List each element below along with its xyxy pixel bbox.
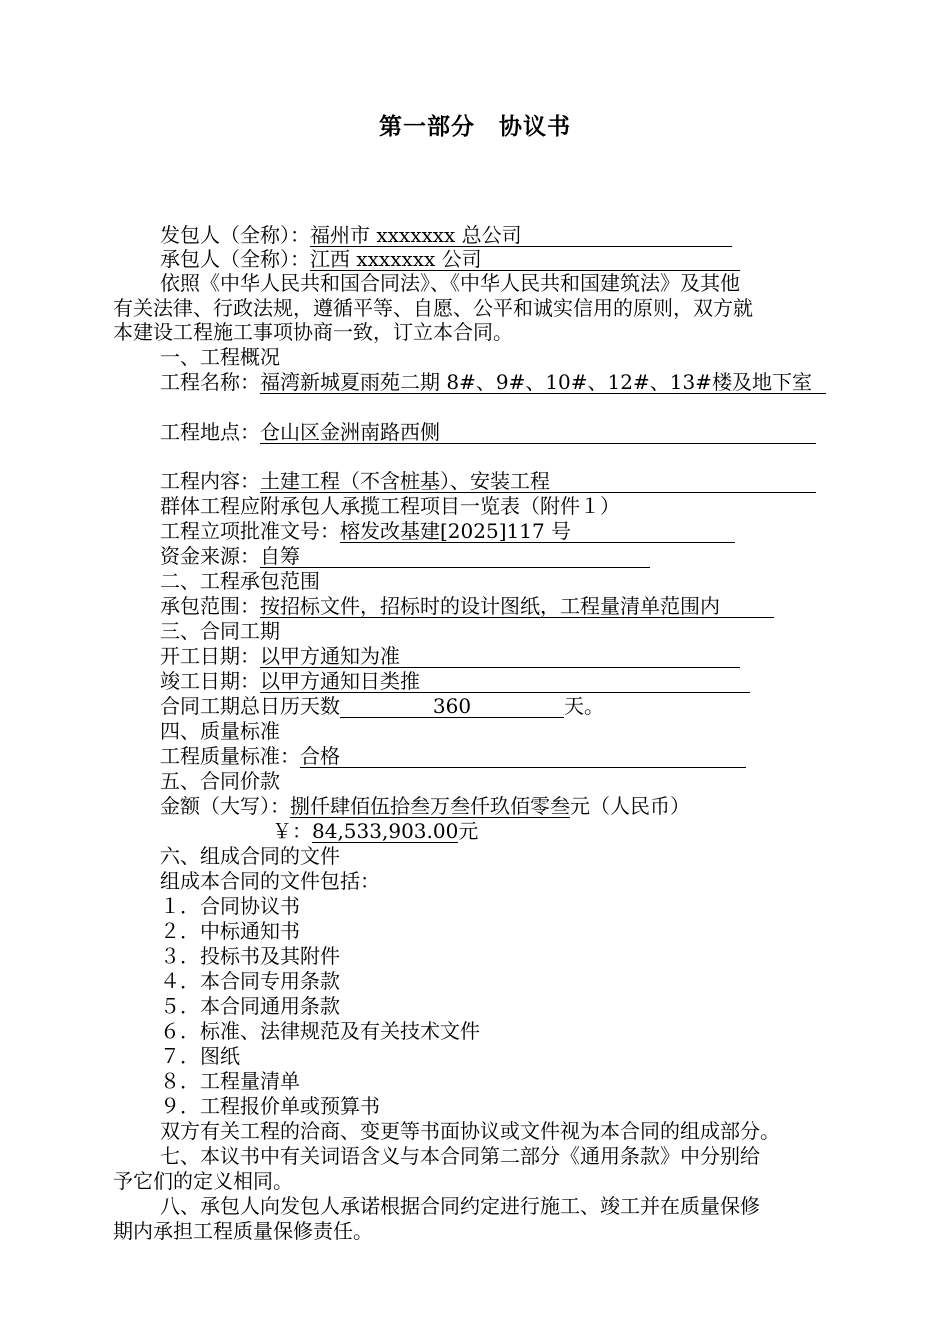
section-4-heading: 四、质量标准: [160, 719, 280, 743]
start-date-line: [160, 644, 740, 668]
preamble-line-3: 本建设工程施工事项协商一致，订立本合同。: [113, 320, 513, 344]
start-date-value: 以甲方通知为准: [260, 644, 740, 668]
document-item-8: ８．工程量清单: [160, 1069, 300, 1093]
duration-value: 360: [340, 694, 564, 718]
amount-number-line: [272, 819, 478, 843]
project-content-value: 土建工程（不含桩基）、安装工程: [260, 469, 816, 493]
document-item-3: ３．投标书及其附件: [160, 944, 340, 968]
quality-value: 合格: [300, 744, 746, 768]
yen-sign: ￥：: [272, 819, 312, 843]
scope-label: 承包范围：: [160, 594, 260, 618]
amount-words-line: [160, 794, 690, 818]
fund-label: 资金来源：: [160, 544, 260, 568]
group-project-note: 群体工程应附承包人承揽工程项目一览表（附件１）: [160, 494, 620, 518]
project-name-label: 工程名称：: [160, 370, 260, 394]
section-5-heading: 五、合同价款: [160, 769, 280, 793]
project-location-line: [160, 420, 816, 444]
duration-unit: 天。: [564, 694, 604, 718]
fund-value: 自筹: [260, 544, 650, 568]
approval-line: [160, 519, 735, 543]
section-7-line-1: 七、本议书中有关词语含义与本合同第二部分《通用条款》中分别给: [160, 1144, 760, 1168]
documents-intro: 组成本合同的文件包括：: [160, 869, 380, 893]
employer-label: 发包人（全称）：: [160, 223, 310, 247]
section-2-heading: 二、工程承包范围: [160, 569, 320, 593]
scope-value: 按招标文件，招标时的设计图纸，工程量清单范围内: [260, 594, 774, 618]
fund-line: [160, 544, 650, 568]
approval-label: 工程立项批准文号：: [160, 519, 340, 543]
project-content-label: 工程内容：: [160, 469, 260, 493]
project-name-line: [160, 370, 826, 394]
contractor-value: 江西 xxxxxxx 公司: [310, 247, 740, 271]
section-8-line-2: 期内承担工程质量保修责任。: [113, 1219, 373, 1243]
section-8-line-1: 八、承包人向发包人承诺根据合同约定进行施工、竣工并在质量保修: [160, 1194, 760, 1218]
project-name-value: 福湾新城夏雨苑二期 8#、9#、10#、12#、13#楼及地下室: [260, 370, 826, 394]
amount-words-value: 捌仟肆佰伍拾叁万叁仟玖佰零叁: [290, 794, 570, 818]
approval-value: 榕发改基建[2025]117 号: [340, 519, 735, 543]
preamble-line-2: 有关法律、行政法规，遵循平等、自愿、公平和诚实信用的原则，双方就: [113, 296, 753, 320]
project-content-line: [160, 469, 816, 493]
quality-line: [160, 744, 746, 768]
documents-closing: 双方有关工程的洽商、变更等书面协议或文件视为本合同的组成部分。: [160, 1119, 780, 1143]
contractor-label: 承包人（全称）：: [160, 247, 310, 271]
document-item-6: ６．标准、法律规范及有关技术文件: [160, 1019, 480, 1043]
document-item-7: ７．图纸: [160, 1044, 240, 1068]
amount-words-label: 金额（大写）：: [160, 794, 290, 818]
amount-number-unit: 元: [458, 819, 479, 843]
document-item-5: ５．本合同通用条款: [160, 994, 340, 1018]
end-date-line: [160, 669, 750, 693]
duration-line: [160, 694, 604, 718]
employer-value: 福州市 xxxxxxx 总公司: [310, 223, 732, 247]
scope-line: [160, 594, 774, 618]
document-item-1: １．合同协议书: [160, 894, 300, 918]
amount-words-unit: 元（人民币）: [570, 794, 690, 818]
preamble-line-1: 依照《中华人民共和国合同法》、《中华人民共和国建筑法》及其他: [160, 271, 740, 295]
project-location-value: 仓山区金洲南路西侧: [260, 420, 816, 444]
document-item-4: ４．本合同专用条款: [160, 969, 340, 993]
end-date-label: 竣工日期：: [160, 669, 260, 693]
employer-line: [160, 223, 732, 247]
section-1-heading: 一、工程概况: [160, 345, 280, 369]
project-location-label: 工程地点：: [160, 420, 260, 444]
quality-label: 工程质量标准：: [160, 744, 300, 768]
section-6-heading: 六、组成合同的文件: [160, 844, 340, 868]
document-item-9: ９．工程报价单或预算书: [160, 1094, 380, 1118]
section-3-heading: 三、合同工期: [160, 619, 280, 643]
section-7-line-2: 予它们的定义相同。: [113, 1169, 293, 1193]
amount-number-value: 84,533,903.00: [312, 819, 459, 843]
contractor-line: [160, 247, 740, 271]
end-date-value: 以甲方通知日类推: [260, 669, 750, 693]
page-title: 第一部分 协议书: [379, 113, 571, 140]
document-item-2: ２．中标通知书: [160, 919, 300, 943]
duration-label: 合同工期总日历天数: [160, 694, 340, 718]
start-date-label: 开工日期：: [160, 644, 260, 668]
